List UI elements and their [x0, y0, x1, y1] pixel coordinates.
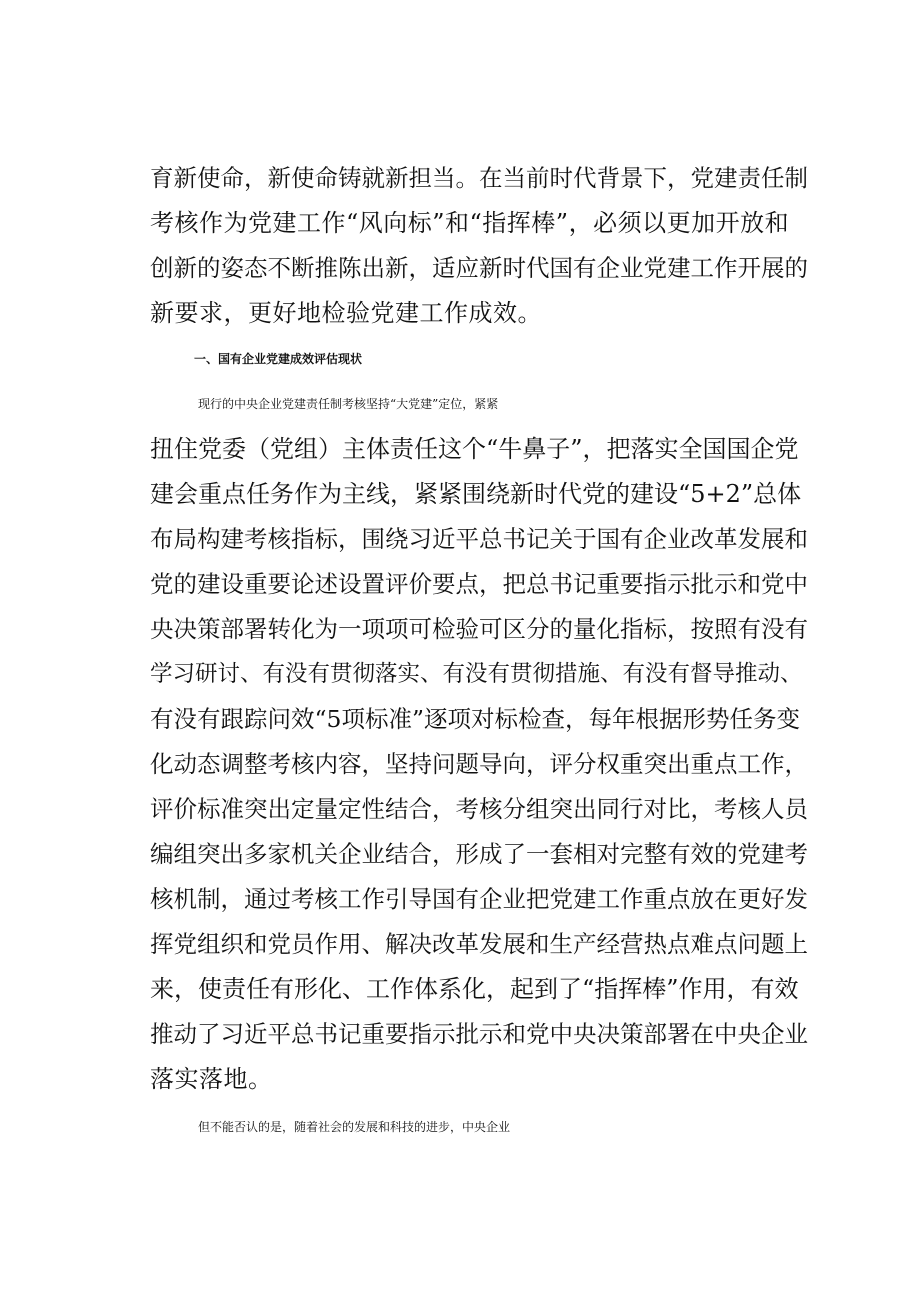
body-text-line: 推动了习近平总书记重要指示批示和党中央决策部署在中央企业	[150, 1020, 808, 1048]
body-text-line: 扭住党委（党组）主体责任这个“牛鼻子”，把落实全国国企党	[150, 435, 799, 463]
body-text-line: 但不能否认的是，随着社会的发展和科技的进步，中央企业	[198, 1120, 511, 1134]
body-text-line: 化动态调整考核内容，坚持问题导向，评分权重突出重点工作，	[150, 750, 808, 778]
body-text-line: 挥党组织和党员作用、解决改革发展和生产经营热点难点问题上	[150, 930, 808, 958]
body-text-line: 有没有跟踪问效“5项标准”逐项对标检查，每年根据形势任务变	[150, 705, 800, 733]
body-text-line: 考核作为党建工作“风向标”和“指挥棒”，必须以更加开放和	[150, 209, 790, 237]
body-text-line: 学习研讨、有没有贯彻落实、有没有贯彻措施、有没有督导推动、	[150, 661, 803, 687]
body-text-line: 建会重点任务作为主线，紧紧围绕新时代党的建设“5+2”总体	[150, 480, 802, 508]
body-text-line: 核机制，通过考核工作引导国有企业把党建工作重点放在更好发	[150, 885, 808, 913]
body-text-line: 党的建设重要论述设置评价要点，把总书记重要指示批示和党中	[150, 570, 808, 598]
body-text-line: 现行的中央企业党建责任制考核坚持“大党建”定位，紧紧	[198, 397, 499, 411]
body-text-line: 央决策部署转化为一项项可检验可区分的量化指标，按照有没有	[150, 615, 808, 643]
body-text-line: 育新使命，新使命铸就新担当。在当前时代背景下，党建责任制	[150, 164, 808, 192]
body-text-line: 编组突出多家机关企业结合，形成了一套相对完整有效的党建考	[150, 840, 808, 868]
body-text-line: 评价标准突出定量定性结合，考核分组突出同行对比，考核人员	[150, 795, 808, 823]
body-text-line: 来，使责任有形化、工作体系化，起到了“指挥棒”作用，有效	[150, 975, 799, 1003]
section-heading: 一、国有企业党建成效评估现状	[194, 352, 363, 366]
body-text-line: 创新的姿态不断推陈出新，适应新时代国有企业党建工作开展的	[150, 254, 808, 282]
body-text-line: 布局构建考核指标，围绕习近平总书记关于国有企业改革发展和	[150, 525, 808, 553]
body-text-line: 落实落地。	[150, 1065, 273, 1093]
body-text-line: 新要求，更好地检验党建工作成效。	[150, 299, 542, 327]
